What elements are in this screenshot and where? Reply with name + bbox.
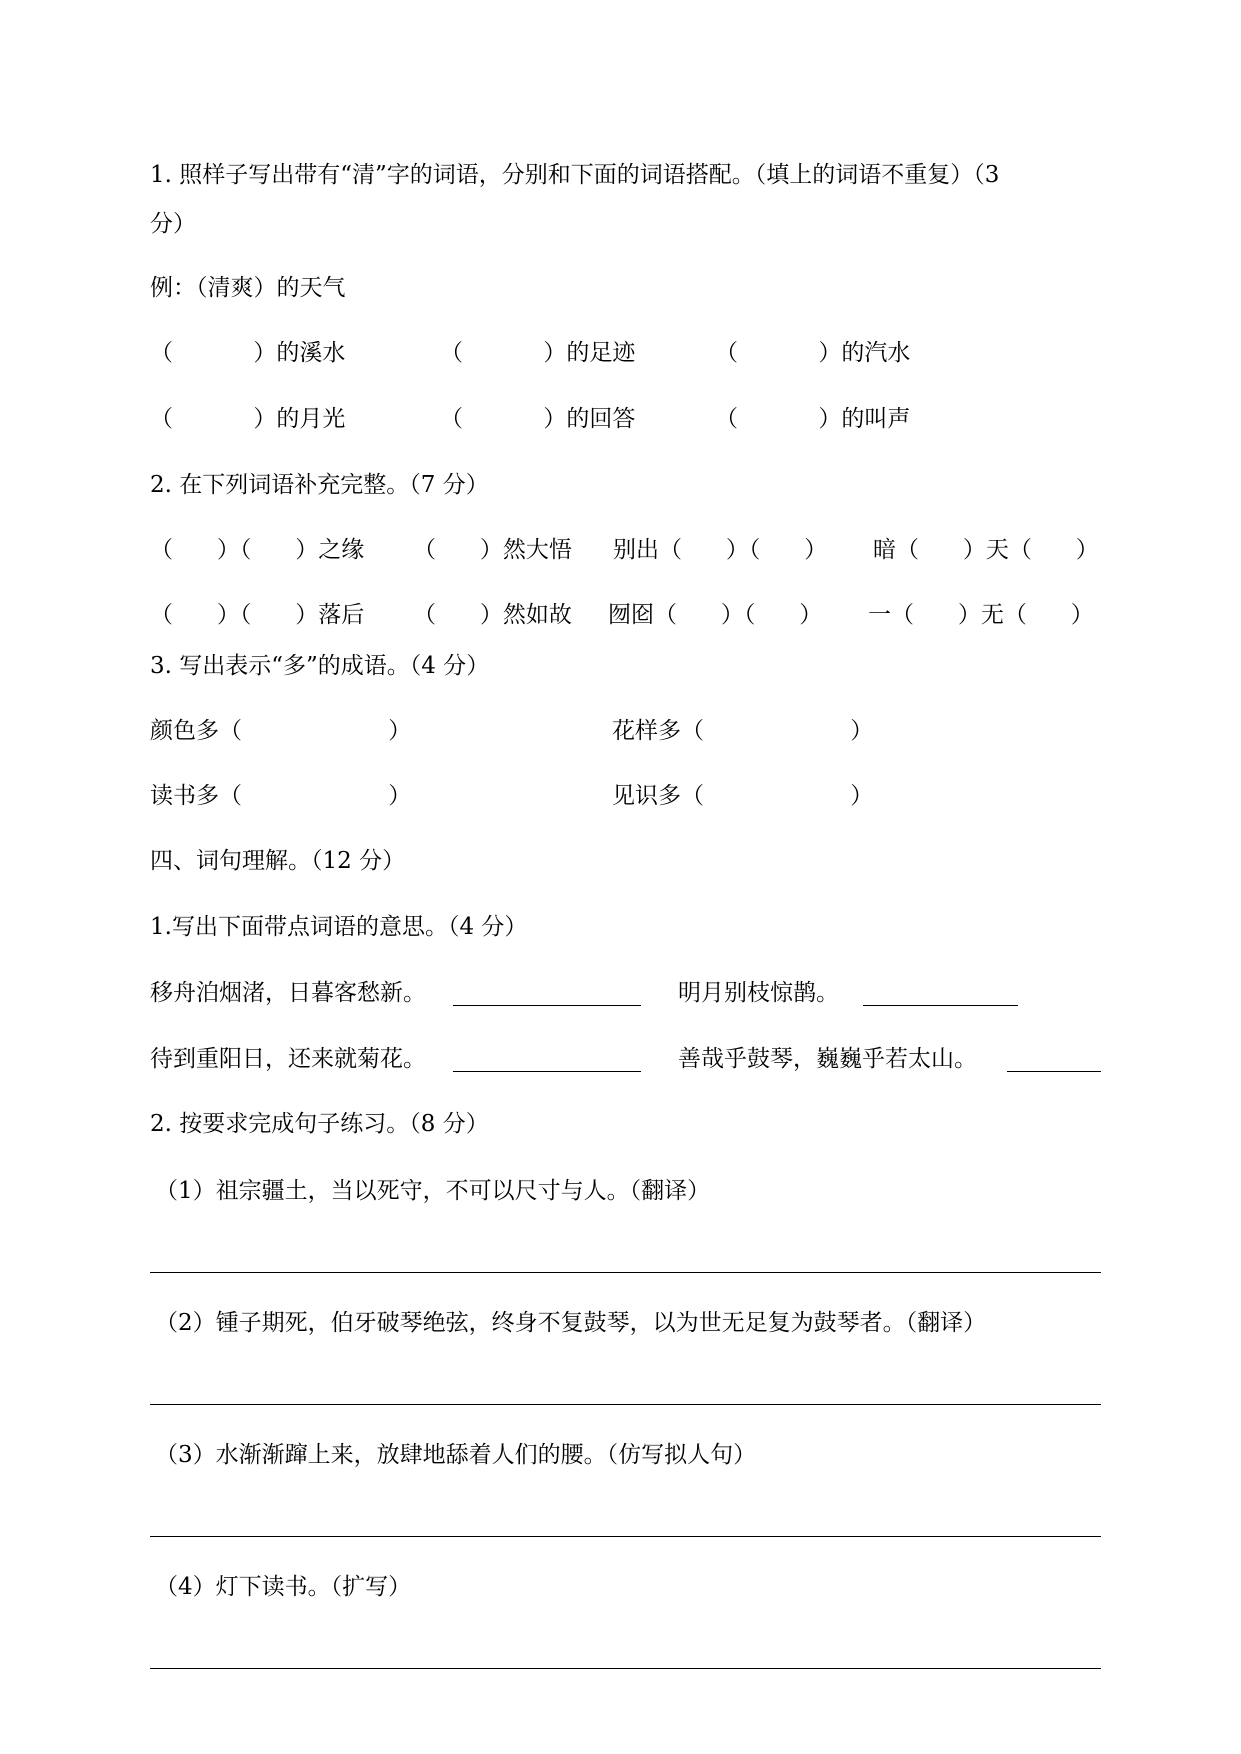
q2-idiom-7[interactable]: 囫囵（ ）（ ）: [608, 602, 823, 628]
answer-rule-3[interactable]: [150, 1536, 1101, 1537]
answer-rule-2[interactable]: [150, 1404, 1101, 1405]
answer-rule-4[interactable]: [150, 1668, 1101, 1669]
poem-line-4: 善哉乎鼓琴，巍巍乎若太山。: [678, 1046, 977, 1072]
q1-blank-2[interactable]: （ ）的足迹: [440, 340, 636, 366]
answer-line-1[interactable]: [453, 1005, 641, 1006]
sentence-task-2: （2）锺子期死，伯牙破琴绝弦，终身不复鼓琴，以为世无足复为鼓琴者。（翻译）: [155, 1310, 987, 1336]
q2-idiom-5[interactable]: （ ）（ ）落后: [150, 602, 365, 628]
q1-prompt-line2: 分）: [150, 211, 196, 237]
poem-line-2: 明月别枝惊鹊。: [678, 980, 839, 1006]
q1-blank-4[interactable]: （ ）的月光: [150, 406, 346, 432]
q3-item-1[interactable]: 颜色多（ ）: [150, 718, 412, 744]
answer-line-4[interactable]: [1007, 1071, 1101, 1072]
q1-blank-5[interactable]: （ ）的回答: [440, 406, 636, 432]
q3-item-4[interactable]: 见识多（ ）: [612, 783, 874, 809]
q2-idiom-4[interactable]: 暗（ ）天（ ）: [873, 537, 1099, 563]
q3-item-3[interactable]: 读书多（ ）: [150, 783, 412, 809]
q1-prompt-line1: 1. 照样子写出带有“清”字的词语，分别和下面的词语搭配。（填上的词语不重复）（3: [150, 162, 1000, 188]
section4-sub2-prompt: 2. 按要求完成句子练习。（8 分）: [150, 1111, 489, 1137]
q2-prompt: 2. 在下列词语补充完整。（7 分）: [150, 472, 489, 498]
poem-line-1: 移舟泊烟渚，日暮客愁新。: [150, 980, 426, 1006]
answer-line-3[interactable]: [453, 1071, 641, 1072]
q1-example: 例：（清爽）的天气: [150, 275, 346, 301]
section4-sub1-prompt: 1.写出下面带点词语的意思。（4 分）: [150, 914, 528, 940]
q1-blank-3[interactable]: （ ）的汽水: [715, 340, 911, 366]
answer-rule-1[interactable]: [150, 1272, 1101, 1273]
q2-idiom-1[interactable]: （ ）（ ）之缘: [150, 537, 365, 563]
section4-title: 四、词句理解。（12 分）: [150, 848, 406, 874]
q2-idiom-6[interactable]: （ ）然如故: [413, 602, 572, 628]
q3-prompt: 3. 写出表示“多”的成语。（4 分）: [150, 653, 490, 679]
sentence-task-1: （1）祖宗疆土，当以死守，不可以尺寸与人。（翻译）: [155, 1178, 711, 1204]
q3-item-2[interactable]: 花样多（ ）: [612, 718, 874, 744]
q1-blank-6[interactable]: （ ）的叫声: [715, 406, 911, 432]
answer-line-2[interactable]: [863, 1005, 1018, 1006]
poem-line-3: 待到重阳日，还来就菊花。: [150, 1046, 426, 1072]
q2-idiom-2[interactable]: （ ）然大悟: [413, 537, 572, 563]
q1-blank-1[interactable]: （ ）的溪水: [150, 340, 346, 366]
q2-idiom-8[interactable]: 一（ ）无（ ）: [868, 602, 1094, 628]
sentence-task-4: （4）灯下读书。（扩写）: [155, 1574, 412, 1600]
sentence-task-3: （3）水渐渐蹿上来，放肆地舔着人们的腰。（仿写拟人句）: [155, 1442, 757, 1468]
q2-idiom-3[interactable]: 别出（ ）（ ）: [613, 537, 828, 563]
